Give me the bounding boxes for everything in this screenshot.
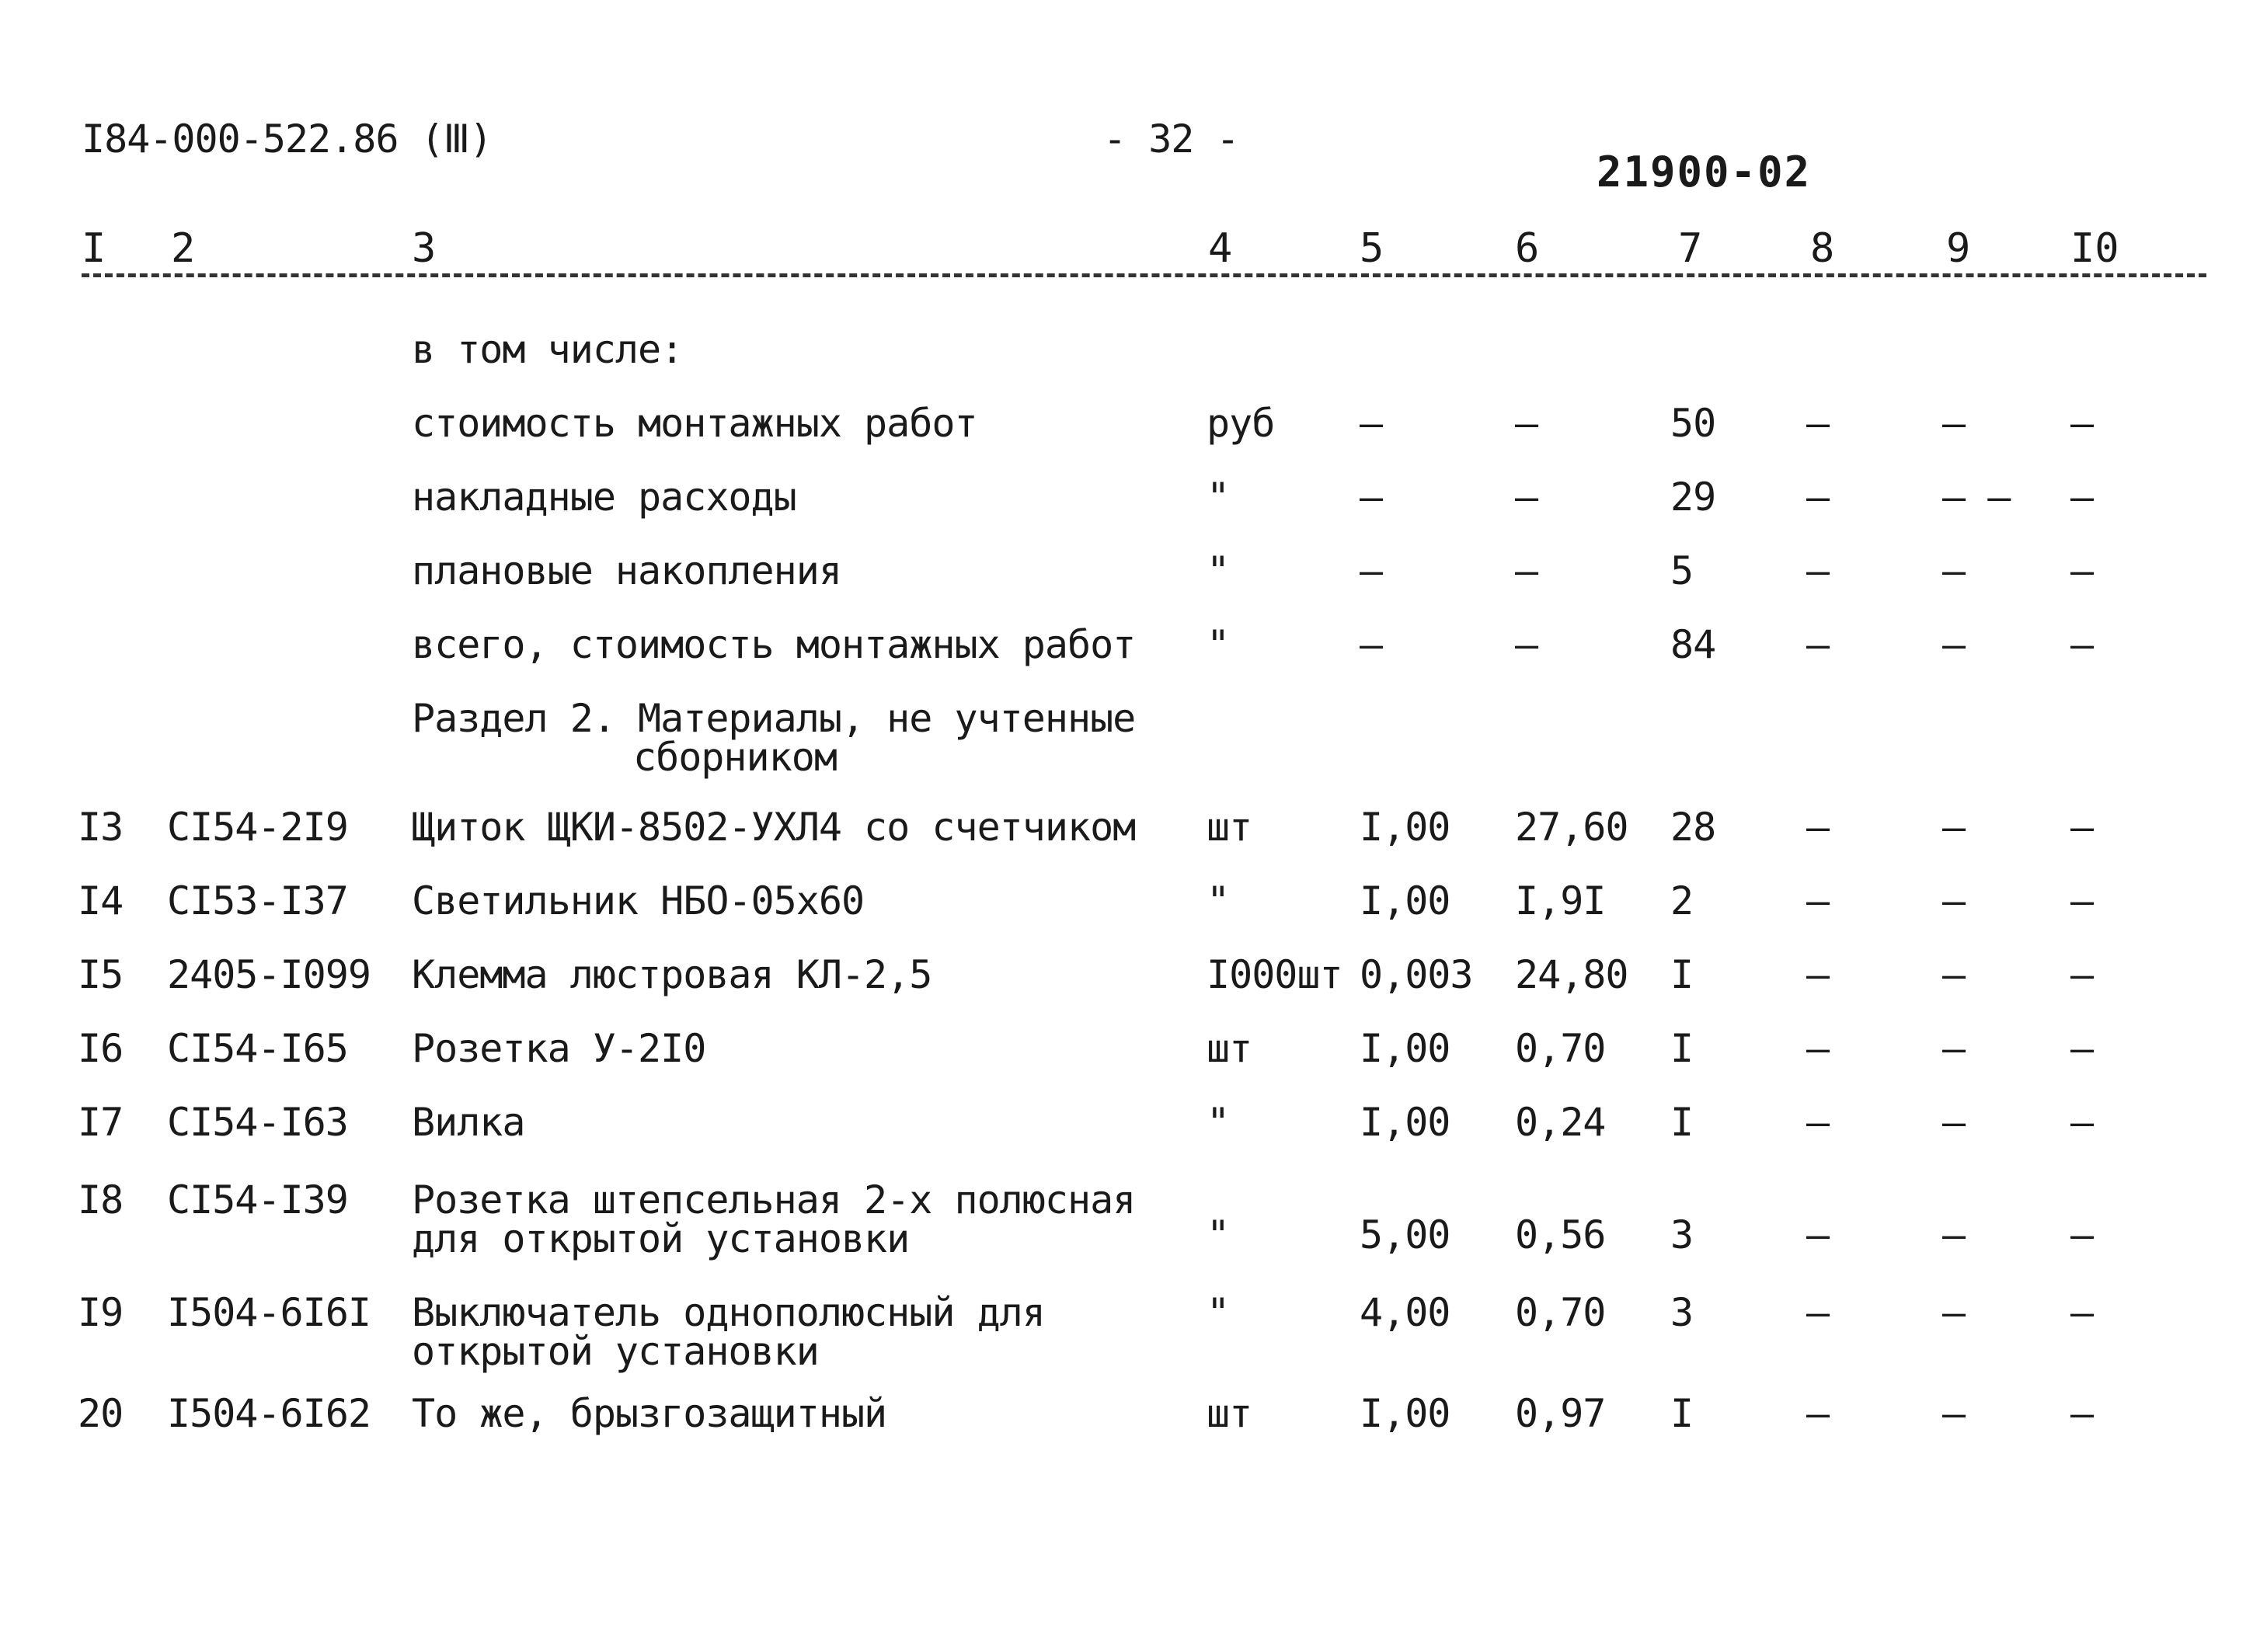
table-cell-c9: – xyxy=(1942,1212,1966,1257)
table-cell-c3 xyxy=(412,1177,1158,1261)
table-cell-c8: – xyxy=(1806,401,1830,446)
table-cell-c10: – xyxy=(2070,1026,2094,1071)
table-cell-c10: – xyxy=(2070,622,2094,667)
table-cell-c6: 0,70 xyxy=(1515,1290,1606,1335)
table-cell-c4: " xyxy=(1207,622,1230,667)
item-name-line: сборником xyxy=(633,735,837,780)
table-cell-c4: " xyxy=(1207,1290,1230,1335)
table-cell-c8: – xyxy=(1806,622,1830,667)
table-cell-c5: – xyxy=(1360,401,1383,446)
table-cell-c5: I,00 xyxy=(1360,805,1450,850)
table-cell-c7: 3 xyxy=(1670,1290,1694,1335)
table-cell-c6: – xyxy=(1515,401,1538,446)
table-cell-c5: I,00 xyxy=(1360,1391,1450,1436)
table-cell-c1: 20 xyxy=(78,1391,124,1436)
table-cell-c7: 50 xyxy=(1670,401,1716,446)
table-cell-c10: – xyxy=(2070,878,2094,923)
table-cell-c3: стоимость монтажных работ xyxy=(412,401,977,446)
table-cell-c10: – xyxy=(2070,1391,2094,1436)
header-divider xyxy=(82,273,2206,277)
table-cell-c7: 28 xyxy=(1670,805,1716,850)
table-cell-c6: – xyxy=(1515,548,1538,593)
table-cell-c4: руб xyxy=(1207,401,1275,446)
table-cell-c7: I xyxy=(1670,1391,1694,1436)
table-cell-c2: 2405-I099 xyxy=(167,952,371,997)
table-cell-c9: – xyxy=(1942,622,1966,667)
item-name-line: Розетка штепсельная 2-х полюсная xyxy=(412,1177,1136,1222)
column-number: 8 xyxy=(1810,225,1835,272)
column-number: 4 xyxy=(1208,225,1233,272)
table-cell-c5: I,00 xyxy=(1360,1026,1450,1071)
table-cell-c7: I xyxy=(1670,952,1694,997)
table-cell-c1: I8 xyxy=(78,1177,124,1222)
table-cell-c10: – xyxy=(2070,805,2094,850)
table-cell-c7: 29 xyxy=(1670,475,1716,520)
table-cell-c6: 0,56 xyxy=(1515,1212,1606,1257)
document-code: I84-000-522.86 (Ⅲ) xyxy=(82,117,493,162)
table-cell-c9: – xyxy=(1942,1100,1966,1145)
table-cell-c3 xyxy=(412,696,1158,780)
column-number: 5 xyxy=(1360,225,1384,272)
table-cell-c6: 27,60 xyxy=(1515,805,1628,850)
table-cell-c5: 0,003 xyxy=(1360,952,1473,997)
table-cell-c8: – xyxy=(1806,878,1830,923)
item-name-line: для открытой установки xyxy=(412,1216,910,1261)
table-cell-c5: I,00 xyxy=(1360,878,1450,923)
table-cell-c6: I,9I xyxy=(1515,878,1606,923)
item-name-line: Выключатель однополюсный для xyxy=(412,1290,1045,1335)
table-cell-c5: – xyxy=(1360,622,1383,667)
table-cell-c10: – xyxy=(2070,952,2094,997)
table-cell-c10: – xyxy=(2070,1100,2094,1145)
table-cell-c5: I,00 xyxy=(1360,1100,1450,1145)
table-cell-c5: 4,00 xyxy=(1360,1290,1450,1335)
table-cell-c3 xyxy=(412,1290,1158,1374)
table-cell-c3: в том числе: xyxy=(412,327,684,372)
table-cell-c9: – xyxy=(1942,548,1966,593)
table-cell-c8: – xyxy=(1806,548,1830,593)
table-cell-c3: То же, брызгозащитный xyxy=(412,1391,887,1436)
column-number: I xyxy=(82,225,106,272)
table-cell-c8: – xyxy=(1806,805,1830,850)
item-name-line: открытой установки xyxy=(412,1329,819,1374)
table-cell-c10: – xyxy=(2070,475,2094,520)
table-cell-c1: I9 xyxy=(78,1290,124,1335)
table-cell-c5: – xyxy=(1360,475,1383,520)
table-cell-c10: – xyxy=(2070,548,2094,593)
table-cell-c10: – xyxy=(2070,1212,2094,1257)
table-cell-c6: 0,24 xyxy=(1515,1100,1606,1145)
table-cell-c8: – xyxy=(1806,1391,1830,1436)
table-cell-c2: CI53-I37 xyxy=(167,878,348,923)
table-cell-c5: 5,00 xyxy=(1360,1212,1450,1257)
table-cell-c6: – xyxy=(1515,622,1538,667)
table-cell-c4: шт xyxy=(1207,1391,1252,1436)
table-cell-c9: – xyxy=(1942,878,1966,923)
table-cell-c6: – xyxy=(1515,475,1538,520)
table-cell-c3: Светильник НБО-05х60 xyxy=(412,878,865,923)
column-number: 3 xyxy=(412,225,437,272)
document-stamp: 21900-02 xyxy=(1597,148,1812,197)
table-cell-c8: – xyxy=(1806,1026,1830,1071)
table-cell-c9: – xyxy=(1942,805,1966,850)
table-cell-c8: – xyxy=(1806,1212,1830,1257)
table-cell-c4: шт xyxy=(1207,1026,1252,1071)
table-cell-c2: CI54-I65 xyxy=(167,1026,348,1071)
table-cell-c5: – xyxy=(1360,548,1383,593)
table-cell-c4: " xyxy=(1207,878,1230,923)
page-number: - 32 - xyxy=(1103,117,1239,162)
table-cell-c3: Розетка У-2I0 xyxy=(412,1026,706,1071)
table-cell-c8: – xyxy=(1806,1100,1830,1145)
table-cell-c8: – xyxy=(1806,475,1830,520)
table-cell-c2: I504-6I6I xyxy=(167,1290,371,1335)
table-cell-c7: 84 xyxy=(1670,622,1716,667)
table-cell-c1: I7 xyxy=(78,1100,124,1145)
table-cell-c8: – xyxy=(1806,1290,1830,1335)
column-number: 9 xyxy=(1946,225,1971,272)
table-cell-c1: I4 xyxy=(78,878,124,923)
table-cell-c2: CI54-2I9 xyxy=(167,805,348,850)
table-cell-c9: – xyxy=(1942,952,1966,997)
table-cell-c7: 2 xyxy=(1670,878,1694,923)
table-cell-c7: I xyxy=(1670,1100,1694,1145)
table-cell-c1: I5 xyxy=(78,952,124,997)
table-cell-c4: " xyxy=(1207,1212,1230,1257)
table-cell-c3: плановые накопления xyxy=(412,548,841,593)
table-cell-c2: I504-6I62 xyxy=(167,1391,371,1436)
table-cell-c9: – – xyxy=(1942,475,2011,520)
column-number: I0 xyxy=(2070,225,2119,272)
table-cell-c7: 3 xyxy=(1670,1212,1694,1257)
table-cell-c4: шт xyxy=(1207,805,1252,850)
table-cell-c4: " xyxy=(1207,1100,1230,1145)
column-number: 7 xyxy=(1678,225,1703,272)
table-cell-c9: – xyxy=(1942,401,1966,446)
column-number-header xyxy=(82,225,2206,287)
table-cell-c4: " xyxy=(1207,475,1230,520)
table-cell-c6: 24,80 xyxy=(1515,952,1628,997)
table-cell-c3: Клемма люстровая КЛ-2,5 xyxy=(412,952,932,997)
column-number: 2 xyxy=(171,225,196,272)
table-cell-c7: 5 xyxy=(1670,548,1694,593)
table-cell-c3: Щиток ЩКИ-8502-УХЛ4 со счетчиком xyxy=(412,805,1136,850)
table-cell-c2: CI54-I39 xyxy=(167,1177,348,1222)
table-cell-c7: I xyxy=(1670,1026,1694,1071)
table-cell-c3: Вилка xyxy=(412,1100,525,1145)
table-cell-c1: I3 xyxy=(78,805,124,850)
table-cell-c6: 0,97 xyxy=(1515,1391,1606,1436)
item-name-line: Раздел 2. Материалы, не учтенные xyxy=(412,696,1136,741)
table-cell-c2: CI54-I63 xyxy=(167,1100,348,1145)
column-number: 6 xyxy=(1515,225,1540,272)
table-cell-c8: – xyxy=(1806,952,1830,997)
table-cell-c3: накладные расходы xyxy=(412,475,796,520)
table-cell-c1: I6 xyxy=(78,1026,124,1071)
table-cell-c10: – xyxy=(2070,401,2094,446)
table-cell-c9: – xyxy=(1942,1026,1966,1071)
table-cell-c4: I000шт xyxy=(1207,952,1342,997)
table-cell-c4: " xyxy=(1207,548,1230,593)
table-cell-c9: – xyxy=(1942,1290,1966,1335)
table-cell-c3: всего, стоимость монтажных работ xyxy=(412,622,1136,667)
table-cell-c9: – xyxy=(1942,1391,1966,1436)
table-cell-c10: – xyxy=(2070,1290,2094,1335)
table-cell-c6: 0,70 xyxy=(1515,1026,1606,1071)
